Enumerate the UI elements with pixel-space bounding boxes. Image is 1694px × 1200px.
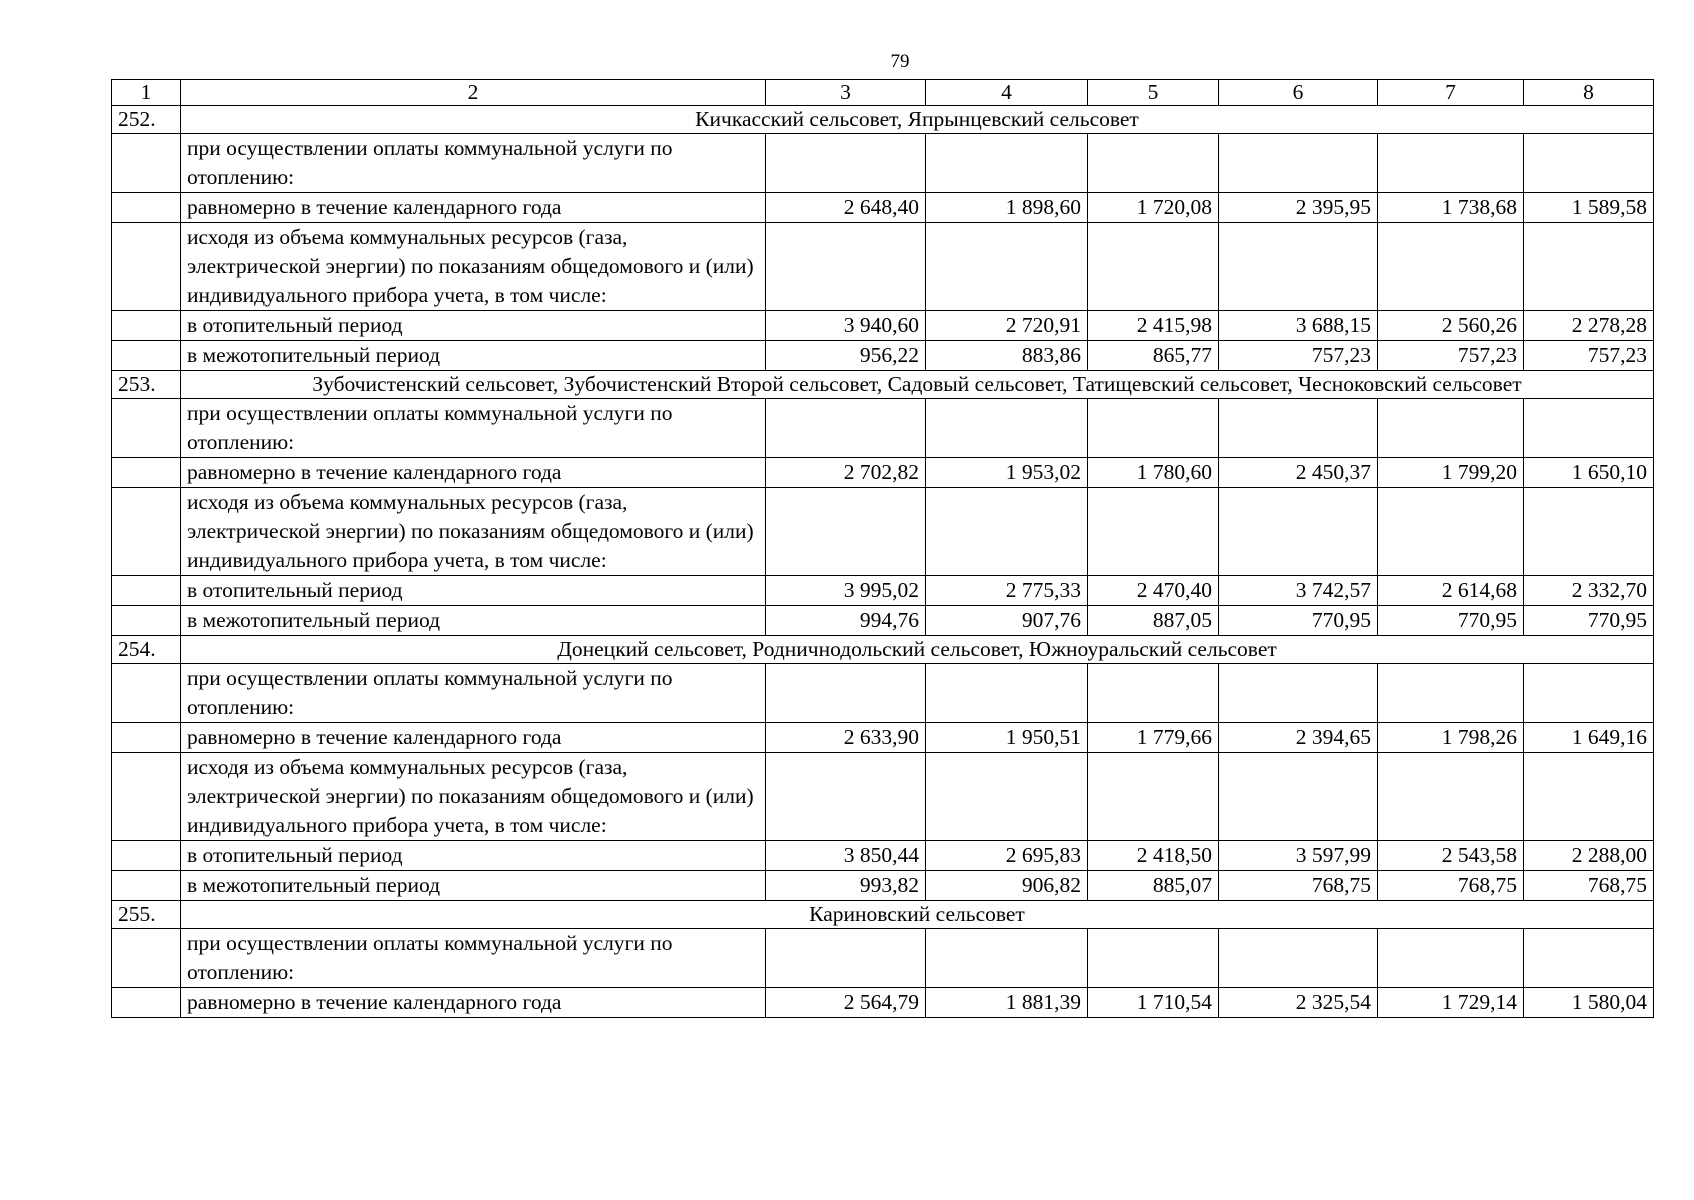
- value-cell: 2 775,33: [926, 576, 1088, 606]
- value-cell: 865,77: [1088, 341, 1219, 371]
- table-row: [112, 871, 1654, 901]
- value-cell: [926, 223, 1088, 311]
- value-cell: 3 940,60: [766, 311, 926, 341]
- section-number: 252.: [112, 106, 181, 134]
- value-cell: [1524, 134, 1654, 193]
- column-number-row: [112, 80, 1654, 106]
- value-cell: 2 332,70: [1524, 576, 1654, 606]
- value-cell: 1 898,60: [926, 193, 1088, 223]
- page-number: 79: [890, 51, 910, 72]
- value-cell: [766, 134, 926, 193]
- table-row: [112, 753, 1654, 841]
- value-cell: [926, 664, 1088, 723]
- value-cell: 1 950,51: [926, 723, 1088, 753]
- value-cell: [1088, 929, 1219, 988]
- value-cell: 3 597,99: [1219, 841, 1378, 871]
- value-cell: 768,75: [1378, 871, 1524, 901]
- value-cell: 2 702,82: [766, 458, 926, 488]
- value-cell: 887,05: [1088, 606, 1219, 636]
- value-cell: [1088, 399, 1219, 458]
- value-cell: [1524, 929, 1654, 988]
- value-cell: [926, 753, 1088, 841]
- column-number: 7: [1378, 80, 1524, 106]
- value-cell: [1524, 753, 1654, 841]
- row-label: равномерно в течение календарного года: [181, 193, 766, 223]
- value-cell: [1219, 134, 1378, 193]
- row-label: в отопительный период: [181, 311, 766, 341]
- table-row: [112, 458, 1654, 488]
- value-cell: [1378, 753, 1524, 841]
- value-cell: 3 688,15: [1219, 311, 1378, 341]
- value-cell: [1219, 929, 1378, 988]
- column-number: 1: [112, 80, 181, 106]
- value-cell: [1088, 753, 1219, 841]
- value-cell: 1 649,16: [1524, 723, 1654, 753]
- column-number: 3: [766, 80, 926, 106]
- value-cell: [926, 488, 1088, 576]
- row-index-cell: [112, 458, 181, 488]
- value-cell: 2 614,68: [1378, 576, 1524, 606]
- row-index-cell: [112, 193, 181, 223]
- value-cell: [1219, 488, 1378, 576]
- value-cell: 993,82: [766, 871, 926, 901]
- value-cell: 1 650,10: [1524, 458, 1654, 488]
- value-cell: 2 543,58: [1378, 841, 1524, 871]
- table-row: [112, 193, 1654, 223]
- row-label: при осуществлении оплаты коммунальной услуги по отоплению:: [181, 134, 766, 193]
- value-cell: 1 580,04: [1524, 988, 1654, 1018]
- value-cell: [1088, 223, 1219, 311]
- table-body: [112, 80, 1654, 1018]
- section-title: Зубочистенский сельсовет, Зубочистенский Второй сельсовет, Садовый сельсовет, Татищевский сельсовет, Чесноковский сельсовет: [181, 371, 1654, 399]
- section-row: [112, 371, 1654, 399]
- table-row: [112, 341, 1654, 371]
- row-index-cell: [112, 606, 181, 636]
- table-row: [112, 841, 1654, 871]
- row-label: исходя из объема коммунальных ресурсов (газа, электрической энергии) по показаниям общедомового и (или) индивидуального прибора учета, в том числе:: [181, 223, 766, 311]
- section-title: Кичкасский сельсовет, Япрынцевский сельсовет: [181, 106, 1654, 134]
- value-cell: [1524, 488, 1654, 576]
- row-index-cell: [112, 988, 181, 1018]
- value-cell: 770,95: [1524, 606, 1654, 636]
- value-cell: [766, 664, 926, 723]
- value-cell: 1 779,66: [1088, 723, 1219, 753]
- value-cell: [1524, 399, 1654, 458]
- value-cell: 768,75: [1524, 871, 1654, 901]
- value-cell: 3 742,57: [1219, 576, 1378, 606]
- value-cell: 2 394,65: [1219, 723, 1378, 753]
- value-cell: [926, 134, 1088, 193]
- tariff-table: [111, 79, 1654, 1018]
- value-cell: [1088, 488, 1219, 576]
- value-cell: 3 850,44: [766, 841, 926, 871]
- value-cell: 2 720,91: [926, 311, 1088, 341]
- section-row: [112, 636, 1654, 664]
- row-index-cell: [112, 488, 181, 576]
- value-cell: [1219, 223, 1378, 311]
- table-row: [112, 606, 1654, 636]
- value-cell: 2 648,40: [766, 193, 926, 223]
- row-label: в отопительный период: [181, 576, 766, 606]
- section-row: [112, 106, 1654, 134]
- value-cell: [926, 399, 1088, 458]
- value-cell: 1 799,20: [1378, 458, 1524, 488]
- value-cell: 2 633,90: [766, 723, 926, 753]
- value-cell: 2 560,26: [1378, 311, 1524, 341]
- value-cell: 768,75: [1219, 871, 1378, 901]
- value-cell: 3 995,02: [766, 576, 926, 606]
- row-label: равномерно в течение календарного года: [181, 723, 766, 753]
- value-cell: [1378, 664, 1524, 723]
- section-number: 255.: [112, 901, 181, 929]
- value-cell: 1 710,54: [1088, 988, 1219, 1018]
- value-cell: [1378, 223, 1524, 311]
- value-cell: [1219, 399, 1378, 458]
- row-label: в отопительный период: [181, 841, 766, 871]
- row-label: при осуществлении оплаты коммунальной услуги по отоплению:: [181, 664, 766, 723]
- section-number: 254.: [112, 636, 181, 664]
- row-label: при осуществлении оплаты коммунальной услуги по отоплению:: [181, 929, 766, 988]
- value-cell: 757,23: [1378, 341, 1524, 371]
- row-index-cell: [112, 841, 181, 871]
- value-cell: 994,76: [766, 606, 926, 636]
- value-cell: 1 589,58: [1524, 193, 1654, 223]
- row-index-cell: [112, 871, 181, 901]
- value-cell: 1 953,02: [926, 458, 1088, 488]
- table-row: [112, 929, 1654, 988]
- section-number: 253.: [112, 371, 181, 399]
- row-index-cell: [112, 929, 181, 988]
- value-cell: 885,07: [1088, 871, 1219, 901]
- row-label: в межотопительный период: [181, 871, 766, 901]
- row-index-cell: [112, 723, 181, 753]
- value-cell: [1378, 399, 1524, 458]
- table-row: [112, 223, 1654, 311]
- section-row: [112, 901, 1654, 929]
- row-label: исходя из объема коммунальных ресурсов (газа, электрической энергии) по показаниям общедомового и (или) индивидуального прибора учета, в том числе:: [181, 753, 766, 841]
- row-label: равномерно в течение календарного года: [181, 988, 766, 1018]
- value-cell: 2 450,37: [1219, 458, 1378, 488]
- table-row: [112, 988, 1654, 1018]
- value-cell: 2 695,83: [926, 841, 1088, 871]
- value-cell: 906,82: [926, 871, 1088, 901]
- value-cell: [766, 488, 926, 576]
- value-cell: 770,95: [1219, 606, 1378, 636]
- row-label: при осуществлении оплаты коммунальной услуги по отоплению:: [181, 399, 766, 458]
- row-label: в межотопительный период: [181, 606, 766, 636]
- row-label: в межотопительный период: [181, 341, 766, 371]
- value-cell: 956,22: [766, 341, 926, 371]
- value-cell: 1 798,26: [1378, 723, 1524, 753]
- value-cell: [1088, 134, 1219, 193]
- row-index-cell: [112, 753, 181, 841]
- column-number: 6: [1219, 80, 1378, 106]
- row-index-cell: [112, 223, 181, 311]
- column-number: 2: [181, 80, 766, 106]
- row-index-cell: [112, 664, 181, 723]
- value-cell: [766, 223, 926, 311]
- value-cell: 1 780,60: [1088, 458, 1219, 488]
- value-cell: 2 418,50: [1088, 841, 1219, 871]
- row-index-cell: [112, 399, 181, 458]
- value-cell: 1 729,14: [1378, 988, 1524, 1018]
- table-row: [112, 134, 1654, 193]
- value-cell: 2 325,54: [1219, 988, 1378, 1018]
- value-cell: [1378, 929, 1524, 988]
- value-cell: 2 278,28: [1524, 311, 1654, 341]
- value-cell: 1 881,39: [926, 988, 1088, 1018]
- value-cell: [1219, 664, 1378, 723]
- section-title: Донецкий сельсовет, Родничнодольский сельсовет, Южноуральский сельсовет: [181, 636, 1654, 664]
- value-cell: 907,76: [926, 606, 1088, 636]
- table-row: [112, 576, 1654, 606]
- value-cell: 757,23: [1219, 341, 1378, 371]
- value-cell: [766, 399, 926, 458]
- value-cell: [926, 929, 1088, 988]
- row-label: исходя из объема коммунальных ресурсов (газа, электрической энергии) по показаниям общедомового и (или) индивидуального прибора учета, в том числе:: [181, 488, 766, 576]
- value-cell: 1 738,68: [1378, 193, 1524, 223]
- value-cell: [1088, 664, 1219, 723]
- row-index-cell: [112, 341, 181, 371]
- column-number: 4: [926, 80, 1088, 106]
- table-row: [112, 399, 1654, 458]
- table-row: [112, 311, 1654, 341]
- row-index-cell: [112, 576, 181, 606]
- row-label: равномерно в течение календарного года: [181, 458, 766, 488]
- row-index-cell: [112, 311, 181, 341]
- value-cell: 770,95: [1378, 606, 1524, 636]
- table-row: [112, 664, 1654, 723]
- value-cell: 2 564,79: [766, 988, 926, 1018]
- value-cell: [1524, 223, 1654, 311]
- table-row: [112, 488, 1654, 576]
- table-row: [112, 723, 1654, 753]
- column-number: 5: [1088, 80, 1219, 106]
- value-cell: [1219, 753, 1378, 841]
- value-cell: [1378, 134, 1524, 193]
- value-cell: [766, 929, 926, 988]
- value-cell: 2 395,95: [1219, 193, 1378, 223]
- value-cell: 2 415,98: [1088, 311, 1219, 341]
- value-cell: 883,86: [926, 341, 1088, 371]
- section-title: Кариновский сельсовет: [181, 901, 1654, 929]
- value-cell: 2 470,40: [1088, 576, 1219, 606]
- value-cell: 2 288,00: [1524, 841, 1654, 871]
- row-index-cell: [112, 134, 181, 193]
- value-cell: 1 720,08: [1088, 193, 1219, 223]
- value-cell: [1378, 488, 1524, 576]
- column-number: 8: [1524, 80, 1654, 106]
- value-cell: 757,23: [1524, 341, 1654, 371]
- value-cell: [1524, 664, 1654, 723]
- value-cell: [766, 753, 926, 841]
